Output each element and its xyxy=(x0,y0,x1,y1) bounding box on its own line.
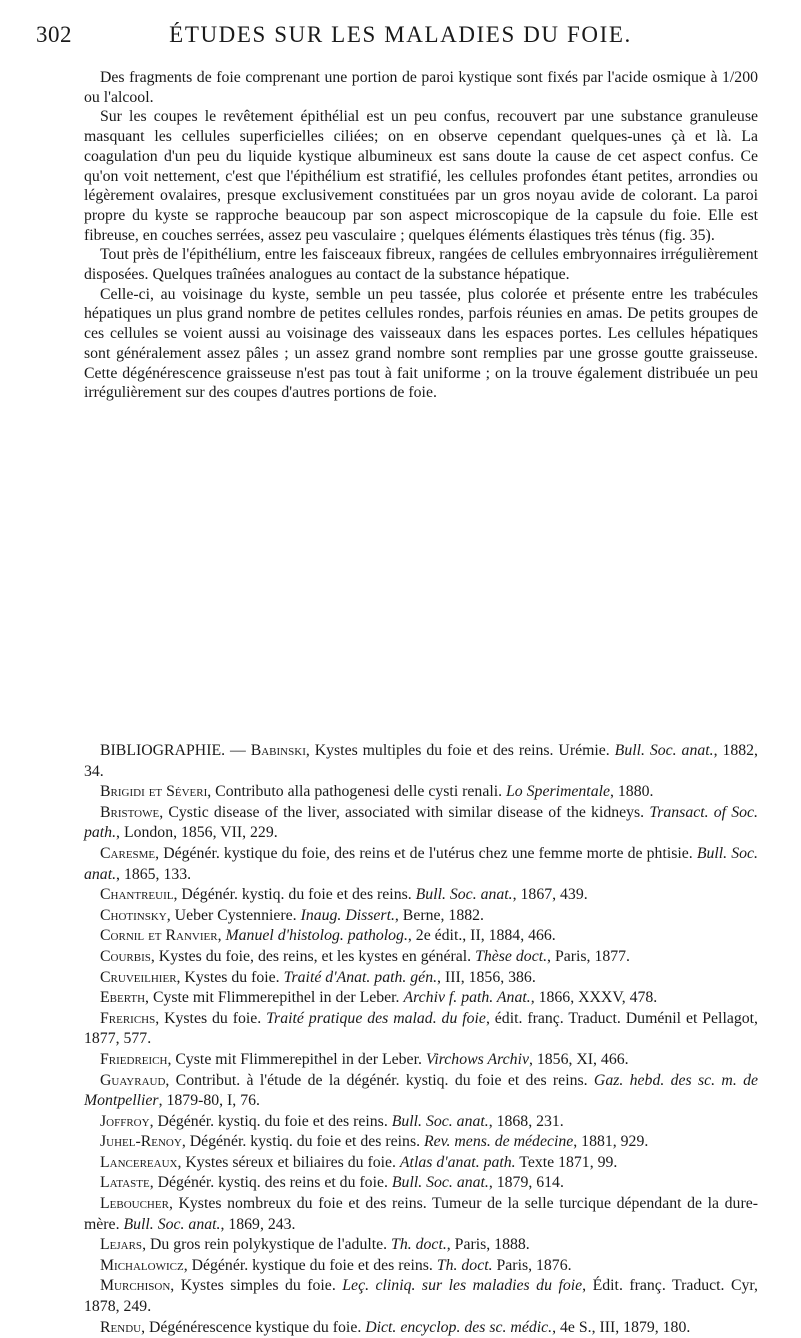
entry-title: , Kystes simples du foie. xyxy=(170,1277,343,1295)
entry-title: , Kystes nombreux du foie et des reins. Tumeur de la selle turcique dépendant de la dure-mère. xyxy=(84,1195,758,1233)
entry-title: , Kystes du foie. xyxy=(155,1009,267,1027)
bibliography-entry xyxy=(84,803,758,844)
author-name: Lataste xyxy=(100,1174,150,1192)
entry-details: Paris, 1876. xyxy=(492,1256,572,1274)
entry-source: Bull. Soc. anat. xyxy=(415,886,513,904)
entry-source: Bull. Soc. anat. xyxy=(123,1215,221,1233)
entry-details: , Paris, 1877. xyxy=(547,947,630,965)
bibliography-entry xyxy=(84,1235,758,1256)
author-name: Brigidi et Séveri xyxy=(100,783,208,801)
entry-details: , 1869, 243. xyxy=(220,1215,296,1233)
bibliography-entry xyxy=(84,926,758,947)
entry-title: , Dégénér. kystiq. du foie et des reins. xyxy=(149,1112,392,1130)
bibliography-entry xyxy=(84,906,758,927)
page-number: 302 xyxy=(36,22,72,47)
bibliography-heading: BIBLIOGRAPHIE. — xyxy=(100,742,251,759)
entry-title: , Contributo alla pathogenesi delle cysti renali. xyxy=(207,783,507,801)
entry-source: Thèse doct. xyxy=(475,947,548,965)
entry-details: , 4e S., III, 1879, 180. xyxy=(552,1318,691,1336)
entry-title: , Dégénér. kystiq. des reins et du foie. xyxy=(149,1174,392,1192)
entry-details: , 1880. xyxy=(610,783,654,801)
entry-source: Rev. mens. de médecine xyxy=(424,1133,574,1151)
bibliography-entry xyxy=(84,741,758,782)
paragraph: Des fragments de foie comprenant une portion de paroi kystique sont fixés par l'acide osmique à 1/200 ou l'alcool. xyxy=(84,69,758,106)
author-name: Murchison xyxy=(100,1277,171,1295)
entry-details: , Berne, 1882. xyxy=(394,906,484,924)
paragraph: Tout près de l'épithélium, entre les faisceaux fibreux, rangées de cellules embryonnaires irrégulièrement disposées. Quelques traînées analogues au contact de la substance hépatique. xyxy=(84,246,758,284)
entry-title: , Dégénérescence kystique du foie. xyxy=(141,1318,366,1336)
entry-source: Traité d'Anat. path. gén. xyxy=(283,968,438,986)
bibliography-entry xyxy=(84,1009,758,1050)
bibliography-entry xyxy=(84,1256,758,1277)
bibliography-entry xyxy=(84,1050,758,1071)
entry-title: , Kystes du foie. xyxy=(176,968,284,986)
entry-source: Traité pratique des malad. du foie xyxy=(266,1009,486,1027)
author-name: Courbis xyxy=(100,947,151,965)
entry-details: , London, 1856, VII, 229. xyxy=(116,824,278,842)
entry-details: , 1879, 614. xyxy=(488,1174,564,1192)
entry-details: , Édit. franç. Traduct. Cyr, 1878, 249. xyxy=(84,1277,758,1316)
page-header xyxy=(36,22,765,54)
entry-source: Gaz. hebd. des sc. m. de Montpellier xyxy=(84,1071,758,1110)
entry-details: Texte 1871, 99. xyxy=(515,1153,618,1171)
author-name: Frerichs xyxy=(100,1009,156,1027)
entry-details: , 1865, 133. xyxy=(116,865,192,883)
author-name: Chantreuil xyxy=(100,886,174,904)
entry-details: , 1866, XXXV, 478. xyxy=(530,989,658,1007)
entry-source: Manuel d'histolog. patholog. xyxy=(225,927,408,945)
bibliography-entry xyxy=(84,968,758,989)
entry-source: Inaug. Dissert. xyxy=(300,906,395,924)
entry-details: , 1856, XI, 466. xyxy=(528,1050,629,1068)
bibliography-entry xyxy=(84,1318,758,1338)
author-name: Joffroy xyxy=(100,1112,150,1130)
entry-details: , édit. franç. Traduct. Duménil et Pellagot, 1877, 577. xyxy=(84,1009,758,1048)
author-name: Eberth xyxy=(100,989,146,1007)
entry-title: , Cyste mit Flimmerepithel in der Leber. xyxy=(167,1050,426,1068)
paragraph: Celle-ci, au voisinage du kyste, semble un peu tassée, plus colorée et présente entre les trabécules hépatiques un plus grand nombre de petites cellules rondes, parfois réunies en amas. De petits groupes de ces cellules se voient aussi au voisinage des vaisseaux dans les espaces portes. Les cellules hépatiques sont généralement assez pâles ; un assez grand nombre sont remplies par une grosse goutte graisseuse. Cette dégénérescence graisseuse n'est pas tout à fait uniforme ; on la trouve également distribuée un peu irrégulièrement sur des coupes d'autres portions de foie. xyxy=(84,285,758,402)
entry-source: Bull. Soc. anat. xyxy=(84,844,758,883)
author-name: Caresme xyxy=(100,844,156,862)
entry-title: , Dégénér. kystique du foie et des reins. xyxy=(183,1256,437,1274)
entry-source: Th. doct. xyxy=(391,1236,447,1254)
entry-details: , 1881, 929. xyxy=(573,1133,649,1151)
bibliography-entry xyxy=(84,1071,758,1112)
entry-source: Th. doct. xyxy=(436,1256,493,1274)
bibliography-entry xyxy=(84,844,758,885)
bibliography-entry xyxy=(84,947,758,968)
entry-source: Bull. Soc. anat. xyxy=(391,1174,489,1192)
bibliography-entry xyxy=(84,988,758,1009)
author-name: Juhel-Renoy xyxy=(100,1133,182,1151)
entry-details: , 1867, 439. xyxy=(512,886,588,904)
entry-details: , 1868, 231. xyxy=(488,1112,564,1130)
entry-details: , 1879-80, I, 76. xyxy=(158,1092,260,1110)
entry-source: Bull. Soc. anat. xyxy=(614,742,714,759)
entry-title: , Kystes séreux et biliaires du foie. xyxy=(177,1153,400,1171)
entry-title: , Ueber Cystenniere. xyxy=(166,906,301,924)
author-name: Rendu xyxy=(100,1318,142,1336)
entry-details: , 2e édit., II, 1884, 466. xyxy=(407,927,556,945)
entry-title: , Cystic disease of the liver, associated with similar disease of the kidneys. xyxy=(159,803,650,821)
entry-title: , Contribut. à l'étude de la dégénér. kystiq. du foie et des reins. xyxy=(165,1071,594,1089)
author-name: Leboucher xyxy=(100,1195,169,1213)
author-name: Cornil et Ranvier xyxy=(100,927,218,945)
entry-source: Transact. of Soc. path. xyxy=(84,803,758,842)
body-text xyxy=(84,68,758,403)
entry-title: , Cyste mit Flimmerepithel in der Leber. xyxy=(145,989,404,1007)
bibliography-entry xyxy=(84,1153,758,1174)
entry-title: , Dégénér. kystiq. du foie et des reins. xyxy=(173,886,416,904)
bibliography-entry xyxy=(84,1276,758,1317)
bibliography-entry xyxy=(84,885,758,906)
author-name: Lancereaux xyxy=(100,1153,178,1171)
entry-details: , Paris, 1888. xyxy=(446,1236,530,1254)
bibliography-entry xyxy=(84,782,758,803)
bibliography-entry xyxy=(84,1112,758,1133)
entry-source: Leç. cliniq. sur les maladies du foie xyxy=(342,1277,583,1295)
bibliography-entry xyxy=(84,1132,758,1153)
author-name: Guayraud xyxy=(100,1071,166,1089)
entry-title: , Kystes du foie, des reins, et les kystes en général. xyxy=(150,947,476,965)
bibliography-entry xyxy=(84,1173,758,1194)
entry-source: Archiv f. path. Anat. xyxy=(403,989,531,1007)
entry-source: Dict. encyclop. des sc. médic. xyxy=(365,1318,553,1336)
bibliography xyxy=(84,741,758,1338)
entry-source: Virchows Archiv xyxy=(425,1050,529,1068)
entry-details: , III, 1856, 386. xyxy=(437,968,536,986)
author-name: Chotinsky xyxy=(100,906,167,924)
author-name: Friedreich xyxy=(100,1050,168,1068)
entry-source: Lo Sperimentale xyxy=(506,783,610,801)
entry-title: , Kystes multiples du foie et des reins. Urémie. xyxy=(305,742,615,759)
running-title: ÉTUDES SUR LES MALADIES DU FOIE. xyxy=(169,22,632,47)
author-name: Michalowicz xyxy=(100,1256,184,1274)
paragraph: Sur les coupes le revêtement épithélial est un peu confus, recouvert par une substance granuleuse masquant les cellules superficielles ciliées; on en observe cependant quelques-unes çà et là. La coagulation d'un peu du liquide kystique albumineux est sans doute la cause de cet aspect confus. Ce qu'on voit nettement, c'est que l'épithélium est stratifié, les cellules profondes étant petites, arrondies ou légèrement ovalaires, presque exclusivement constituées par un gros noyau avide de colorant. La paroi propre du kyste se rapproche beaucoup par son aspect microscopique de la capsule du foie. Elle est fibreuse, en couches serrées, assez peu vasculaire ; quelques éléments élastiques très ténus (fig. 35). xyxy=(84,108,758,244)
entry-title: , Dégénér. kystique du foie, des reins et de l'utérus chez une femme morte de phtisie. xyxy=(155,844,697,862)
entry-source: Bull. Soc. anat. xyxy=(391,1112,489,1130)
author-name: Lejars xyxy=(100,1236,143,1254)
entry-title: , Dégénér. kystiq. du foie et des reins. xyxy=(181,1133,424,1151)
bibliography-entry xyxy=(84,1194,758,1235)
entry-source: Atlas d'anat. path. xyxy=(399,1153,516,1171)
entry-details: , 1882, 34. xyxy=(84,742,758,780)
entry-title: , xyxy=(217,927,226,945)
author-name: Babinski xyxy=(250,742,306,759)
entry-title: , Du gros rein polykystique de l'adulte. xyxy=(142,1236,392,1254)
author-name: Cruveilhier xyxy=(100,968,177,986)
author-name: Bristowe xyxy=(100,803,160,821)
